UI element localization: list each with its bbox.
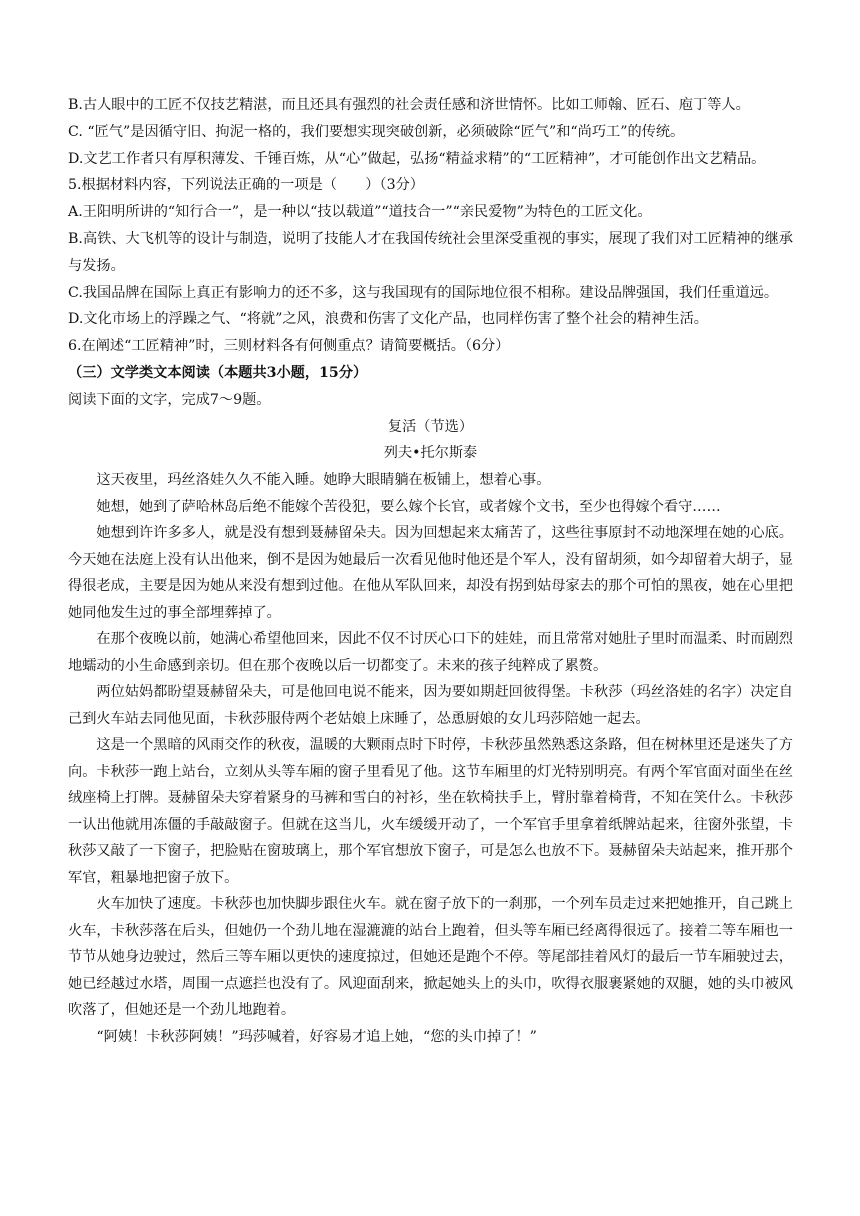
passage-dialogue: “阿姨！卡秋莎阿姨！”玛莎喊着，好容易才追上她，“您的头巾掉了！” bbox=[96, 1028, 537, 1045]
reading-instruction: 阅读下面的文字，完成7～9题。 bbox=[68, 391, 271, 408]
q4-option-d: D.文艺工作者只有厚积薄发、千锤百炼，从“心”做起，弘扬“精益求精”的“工匠精神”，才可能创作出文艺精品。 bbox=[68, 150, 766, 167]
passage-paragraph: 这是一个黑暗的风雨交作的秋夜，温暖的大颗雨点时下时停，卡秋莎虽然熟悉这条路，但在树林里还是迷失了方向。卡秋莎一跑上站台，立刻从头等车厢的窗子里看见了他。这节车厢里的灯光特别明亮。有两个军官面对面坐在丝绒座椅上打牌。聂赫留朵夫穿着紧身的马裤和雪白的衬衫，坐在软椅扶手上，臂肘靠着椅背，不知在笑什么。卡秋莎一认出他就用冻僵的手敲敲窗子。但就在这当儿，火车缓缓开动了，一个军官手里拿着纸牌站起来，往窗外张望，卡秋莎又敲了一下窗子，把脸贴在窗玻璃上，那个军官想放下窗子，可是怎么也放不下。聂赫留朵夫站起来，推开那个军官，粗暴地把窗子放下。 bbox=[68, 737, 793, 886]
passage-paragraph: 在那个夜晚以前，她满心希望他回来，因此不仅不讨厌心口下的娃娃，而且常常对她肚子里时而温柔、时而剧烈地蠕动的小生命感到亲切。但在那个夜晚以后一切都变了。未来的孩子纯粹成了累赘。 bbox=[68, 631, 793, 674]
q5-option-b: B.高铁、大飞机等的设计与制造，说明了技能人才在我国传统社会里深受重视的事实，展现了我们对工匠精神的继承与发扬。 bbox=[68, 230, 793, 274]
passage-author: 列夫•托尔斯泰 bbox=[383, 445, 478, 462]
passage-paragraph: 这天夜里，玛丝洛娃久久不能入睡。她睁大眼睛躺在板铺上，想着心事。 bbox=[96, 472, 551, 489]
q6-stem: 6.在阐述“工匠精神”时，三则材料各有何侧重点？请简要概括。（6分） bbox=[68, 338, 510, 355]
q4-option-c: C. “匠气”是因循守旧、拘泥一格的，我们要想实现突破创新，必须破除“匠气”和“尚巧工”的传统。 bbox=[68, 123, 685, 140]
q5-option-c: C.我国品牌在国际上真正有影响力的还不多，这与我国现有的国际地位很不相称。建设品牌强国，我们任重道远。 bbox=[68, 284, 779, 301]
exam-page bbox=[68, 92, 793, 1050]
q5-stem: 5.根据材料内容，下列说法正确的一项是（ ）（3分） bbox=[68, 177, 424, 194]
passage-paragraph: 两位姑妈都盼望聂赫留朵夫，可是他回电说不能来，因为要如期赶回彼得堡。卡秋莎（玛丝洛娃的名字）决定自己到火车站去同他见面，卡秋莎服侍两个老姑娘上床睡了，怂恿厨娘的女儿玛莎陪她一起去。 bbox=[68, 684, 793, 727]
passage-paragraph: 她想到许许多多人，就是没有想到聂赫留朵夫。因为回想起来太痛苦了，这些往事原封不动地深埋在她的心底。今天她在法庭上没有认出他来，倒不是因为她最后一次看见他时他还是个军人，没有留胡须，如今却留着大胡子，显得很老成，主要是因为她从来没有想到过他。在他从军队回来，却没有拐到姑母家去的那个可怕的黑夜，她在心里把她同他发生过的事全部埋葬掉了。 bbox=[68, 525, 793, 621]
passage-paragraph: 火车加快了速度。卡秋莎也加快脚步跟住火车。就在窗子放下的一刹那，一个列车员走过来把她推开，自己跳上火车，卡秋莎落在后头，但她仍一个劲儿地在湿漉漉的站台上跑着，但头等车厢已经离得很远了。接着二等车厢也一节节从她身边驶过，然后三等车厢以更快的速度掠过，但她还是跑个不停。等尾部挂着风灯的最后一节车厢驶过去，她已经越过水塔，周围一点遮拦也没有了。风迎面刮来，掀起她头上的头巾，吹得衣服裹紧她的双腿，她的头巾被风吹落了，但她还是一个劲儿地跑着。 bbox=[68, 896, 793, 1019]
passage-paragraph: 她想，她到了萨哈林岛后绝不能嫁个苦役犯，要么嫁个长官，或者嫁个文书，至少也得嫁个看守…… bbox=[96, 498, 721, 515]
q5-option-a: A.王阳明所讲的“知行合一”，是一种以“技以载道”“道技合一”“亲民爱物”为特色的工匠文化。 bbox=[68, 204, 652, 221]
q4-option-b: B.古人眼中的工匠不仅技艺精湛，而且还具有强烈的社会责任感和济世情怀。比如工师翰、匠石、庖丁等人。 bbox=[68, 97, 750, 113]
section-heading: （三）文学类文本阅读（本题共3小题，15分） bbox=[68, 364, 368, 381]
q5-option-d: D.文化市场上的浮躁之气、“将就”之风，浪费和伤害了文化产品，也同样伤害了整个社会的精神生活。 bbox=[68, 311, 708, 328]
passage-title: 复活（节选） bbox=[387, 418, 474, 435]
